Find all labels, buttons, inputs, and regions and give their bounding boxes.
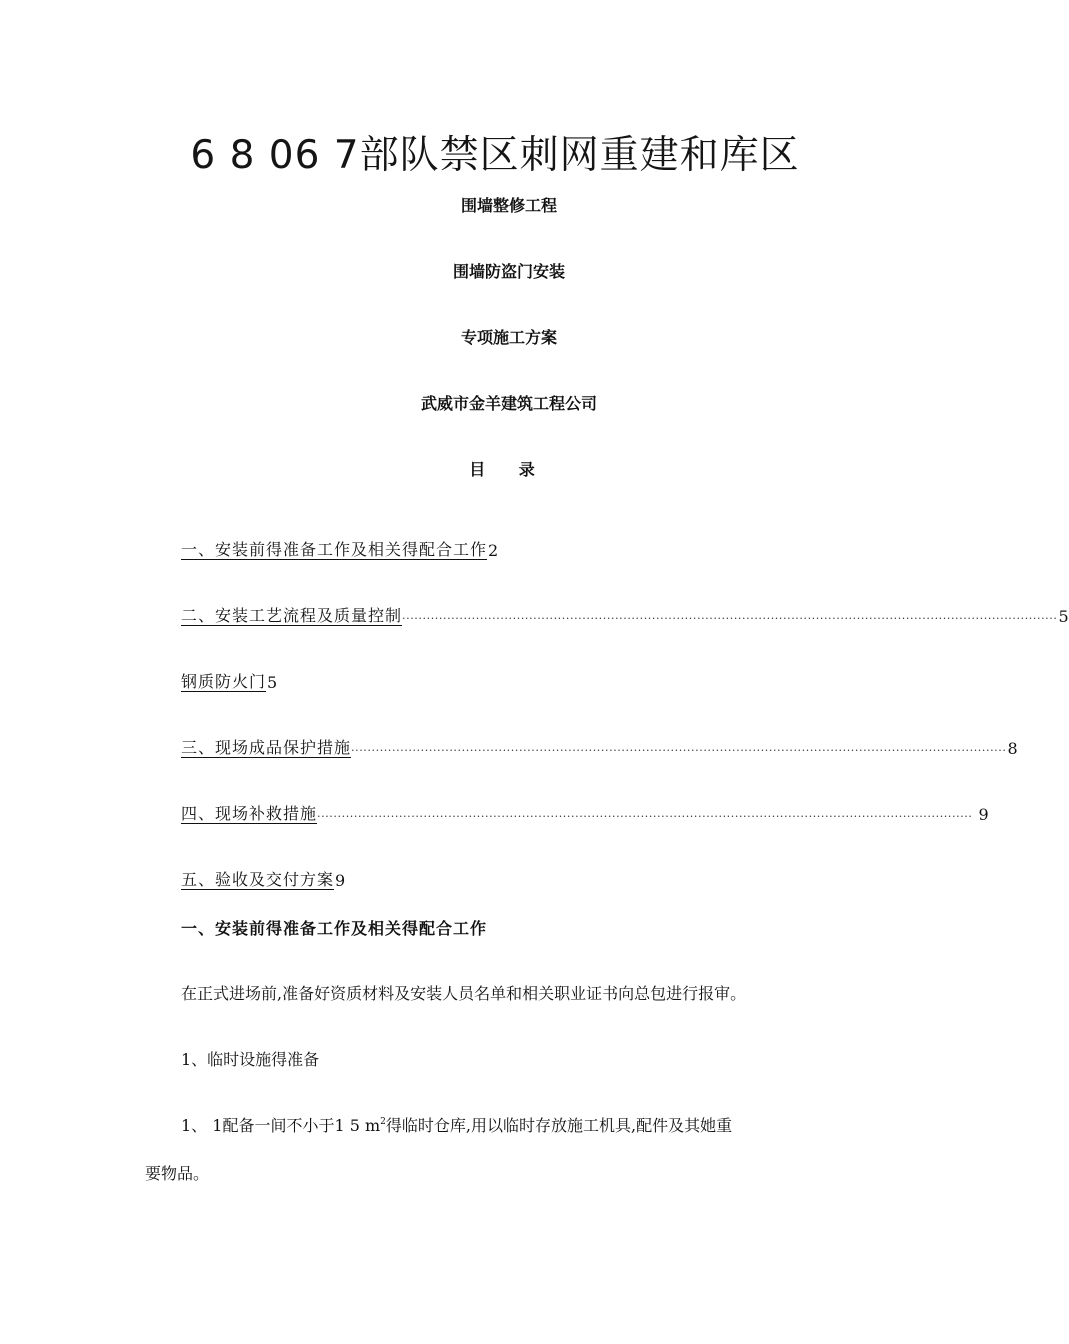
toc-title: 目 录: [469, 460, 549, 479]
subtitle-plan: 专项施工方案: [460, 328, 557, 347]
subtitle-project: 围墙整修工程: [460, 196, 557, 215]
toc-leader-dots: ................................................................................................................................................................: [351, 741, 1007, 754]
toc-entry-label: 五、验收及交付方案: [181, 870, 335, 889]
subtitle-company: 武威市金羊建筑工程公司: [420, 394, 597, 413]
list-item-text: [181, 1113, 732, 1136]
document-title: 6 8 06 7部队禁区刺网重建和库区: [190, 133, 800, 178]
toc-entry-label: 三、现场成品保护措施: [181, 738, 352, 757]
toc-entry-label: 钢质防火门: [181, 672, 267, 691]
toc-entry[interactable]: [181, 866, 381, 890]
toc-entry-page: 9: [973, 805, 989, 824]
toc-entry-label: 一、安装前得准备工作及相关得配合工作: [181, 540, 488, 559]
toc-entry[interactable]: [181, 800, 989, 824]
toc-entry-page: 5: [1058, 607, 1069, 626]
toc-leader-dots: ................................................................................................................................................................: [317, 807, 973, 820]
subsection-heading: 1、临时设施得准备: [181, 1050, 320, 1069]
toc-entry-page: 2: [488, 541, 499, 560]
section-heading: 一、安装前得准备工作及相关得配合工作: [181, 919, 488, 938]
toc-entry[interactable]: [181, 734, 1018, 758]
toc-entry-label: 四、现场补救措施: [181, 804, 318, 823]
toc-entry-page: 9: [335, 871, 346, 890]
toc-leader-dots: ................................................................................................................................................................: [402, 609, 1058, 622]
toc-entry-page: 5: [267, 673, 278, 692]
toc-entry-label: 二、安装工艺流程及质量控制: [181, 606, 403, 625]
list-item-continuation: 要物品。: [145, 1164, 210, 1183]
toc-entry[interactable]: [181, 602, 1069, 626]
body-paragraph: 在正式进场前,准备好资质材料及安装人员名单和相关职业证书向总包进行报审。: [181, 984, 747, 1003]
list-item-suffix: 得临时仓库,用以临时存放施工机具,配件及其她重: [385, 1116, 733, 1135]
superscript-exponent: 2: [380, 1117, 386, 1127]
toc-entry[interactable]: [181, 668, 321, 692]
list-item-prefix: 1、 1配备一间不小于1 5 m: [181, 1116, 381, 1135]
toc-entry[interactable]: [181, 536, 561, 560]
toc-entry-page: 8: [1007, 739, 1018, 758]
subtitle-scope: 围墙防盗门安装: [452, 262, 565, 281]
